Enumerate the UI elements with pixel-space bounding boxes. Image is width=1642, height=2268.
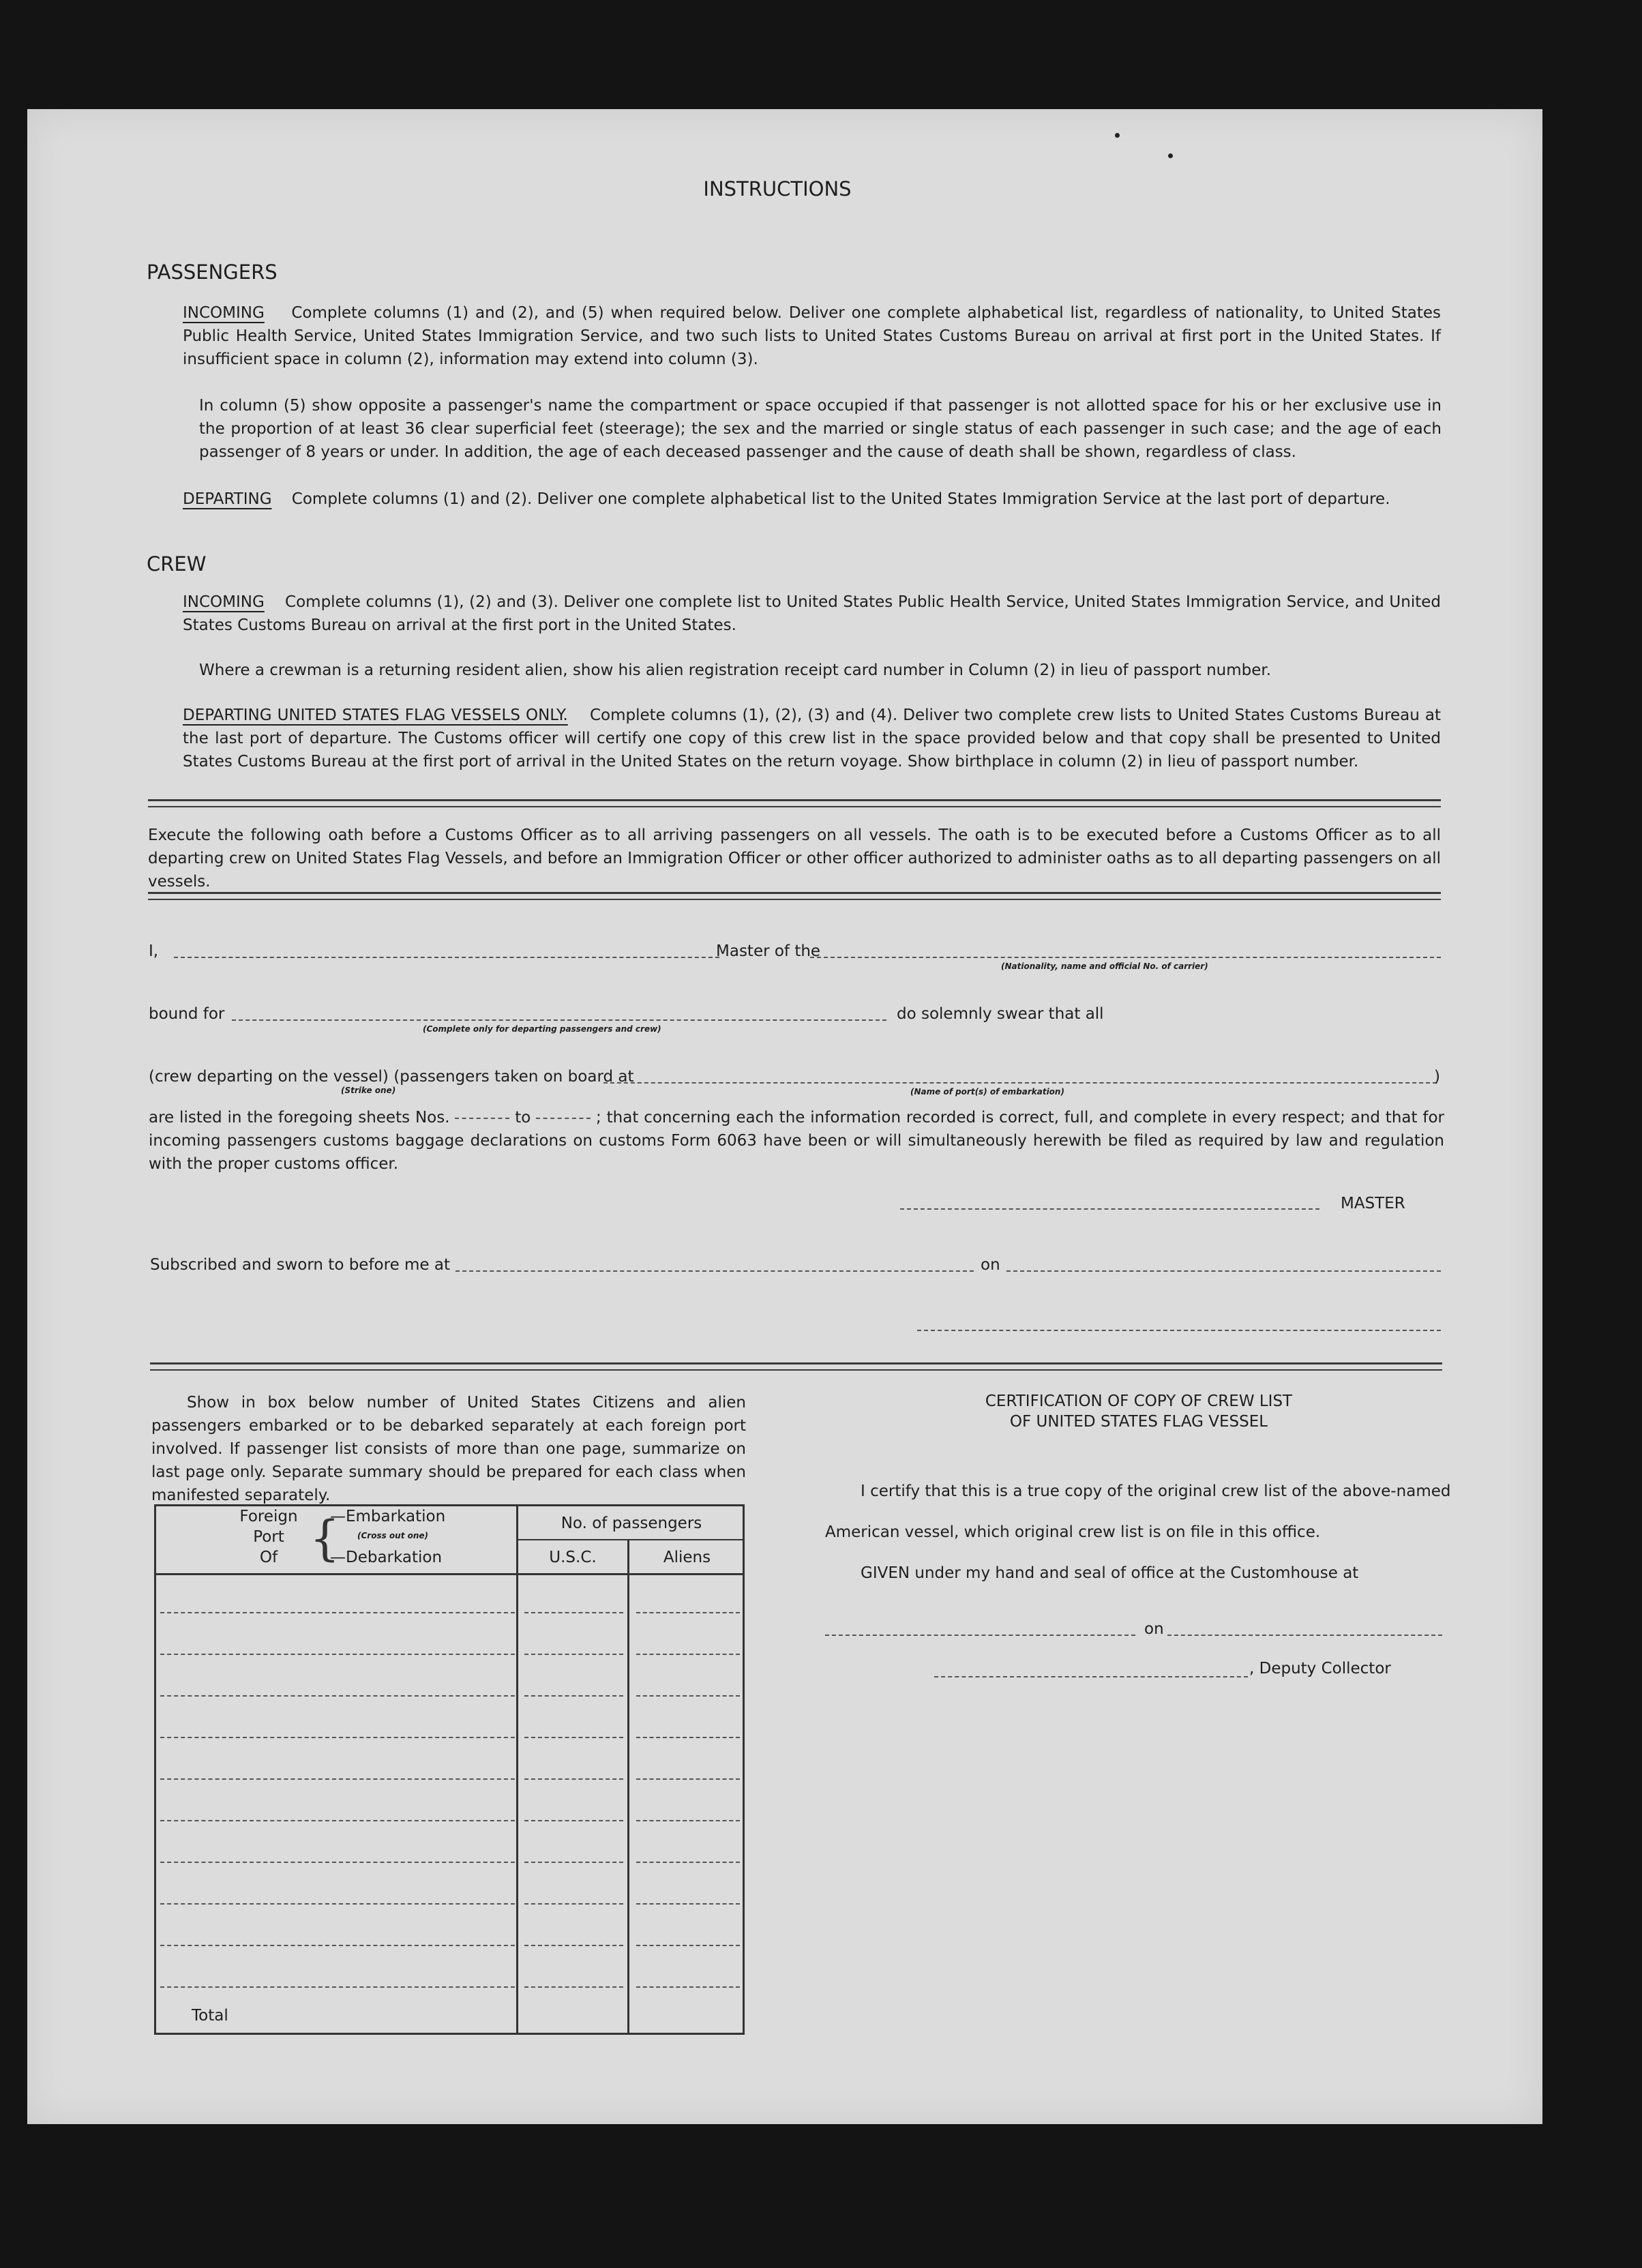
- table-row-entry-line[interactable]: [636, 1612, 740, 1613]
- certification-date-field[interactable]: [1167, 1635, 1442, 1636]
- table-row-entry-line[interactable]: [636, 1778, 740, 1780]
- foreign-label: Foreign: [239, 1508, 298, 1525]
- divider: [148, 892, 1441, 900]
- certification-line-3: GIVEN under my hand and seal of office at the Customhouse at: [861, 1564, 1359, 1582]
- subscribed-date-field[interactable]: [1006, 1270, 1441, 1272]
- to-label: to: [515, 1109, 531, 1126]
- master-label: MASTER: [1341, 1195, 1405, 1212]
- table-row-entry-line[interactable]: [524, 1986, 623, 1988]
- officer-signature-line[interactable]: [917, 1330, 1441, 1331]
- speck: [1115, 133, 1120, 138]
- passenger-summary-table: [154, 1504, 745, 2035]
- table-row-entry-line[interactable]: [636, 1737, 740, 1738]
- solemnly-swear-label: do solemnly swear that all: [897, 1005, 1104, 1023]
- table-row-entry-line[interactable]: [524, 1862, 623, 1863]
- table-row-entry-line[interactable]: [524, 1654, 623, 1655]
- table-row-entry-line[interactable]: [160, 1612, 515, 1613]
- listed-label: are listed in the foregoing sheets Nos.: [149, 1109, 450, 1126]
- divider: [150, 1362, 1442, 1371]
- table-row-entry-line[interactable]: [160, 1945, 515, 1946]
- divider: [148, 799, 1441, 807]
- usc-label: U.S.C.: [549, 1549, 597, 1566]
- table-row-entry-line[interactable]: [160, 1695, 515, 1697]
- table-row-entry-line[interactable]: [524, 1695, 623, 1697]
- table-row-entry-line[interactable]: [636, 1695, 740, 1697]
- passengers-incoming-paragraph: [183, 301, 1441, 371]
- certification-line-2: American vessel, which original crew list is on file in this office.: [825, 1523, 1321, 1541]
- certification-on-label: on: [1144, 1620, 1164, 1638]
- header-divider: [516, 1539, 745, 1540]
- port-of-embarkation-field[interactable]: [603, 1082, 1437, 1084]
- page-title: INSTRUCTIONS: [703, 177, 852, 200]
- table-row-entry-line[interactable]: [160, 1986, 515, 1988]
- debarkation-label: —Debarkation: [330, 1549, 443, 1566]
- certification-title-line-2: OF UNITED STATES FLAG VESSEL: [1009, 1413, 1268, 1431]
- passengers-incoming-paragraph-2: In column (5) show opposite a passenger's name the compartment or space occupied if that passenger is not allotted space for his or her exclusive use in the proportion of at least 36 clear superficial feet (steerage); the sex and the married or single status of each passenger in such case; and the age of each passenger of 8 years or under. In addition, the age of each deceased passenger and the cause of death shall be shown, regardless of class.: [199, 397, 1442, 461]
- table-row-entry-line[interactable]: [524, 1903, 623, 1905]
- subscribed-label: Subscribed and sworn to before me at: [150, 1256, 451, 1274]
- crew-departing-paragraph: [183, 704, 1441, 773]
- passengers-incoming-label: INCOMING: [183, 304, 265, 322]
- master-name-field[interactable]: [174, 957, 719, 958]
- table-row-entry-line[interactable]: [160, 1862, 515, 1863]
- column-divider: [516, 1506, 518, 2033]
- total-label: Total: [192, 2007, 228, 2025]
- departing-note: (Complete only for departing passengers and crew): [423, 1024, 661, 1034]
- table-row-entry-line[interactable]: [524, 1945, 623, 1946]
- bound-for-field[interactable]: [232, 1019, 886, 1021]
- brace-icon: {: [310, 1510, 340, 1566]
- listed-rest-b: passengers customs baggage declarations on customs Form 6063 have been or will simultaneously herewith be filed as required by law and regulation with the proper customs officer.: [149, 1132, 1444, 1173]
- master-signature-line[interactable]: [900, 1208, 1319, 1210]
- no-of-passengers-label: No. of passengers: [561, 1515, 702, 1532]
- sheet-from-field[interactable]: [455, 1118, 509, 1119]
- crew-incoming-paragraph-2: Where a crewman is a returning resident alien, show his alien registration receipt card number in Column (2) in lieu of passport number.: [199, 661, 1272, 679]
- sheet-to-field[interactable]: [536, 1118, 591, 1119]
- crew-incoming-label: INCOMING: [183, 593, 265, 611]
- header-divider: [156, 1573, 745, 1575]
- aliens-label: Aliens: [663, 1549, 711, 1566]
- crew-departing-label: DEPARTING UNITED STATES FLAG VESSELS ONLY.: [183, 706, 568, 724]
- master-of-the-label: Master of the: [716, 942, 821, 960]
- table-row-entry-line[interactable]: [160, 1654, 515, 1655]
- table-row-entry-line[interactable]: [636, 1903, 740, 1905]
- deputy-collector-signature-line[interactable]: [934, 1676, 1248, 1677]
- passengers-departing-paragraph: [183, 488, 1441, 511]
- crew-heading: CREW: [147, 552, 207, 576]
- bound-for-label: bound for: [149, 1005, 225, 1023]
- cross-out-note: (Cross out one): [357, 1531, 429, 1540]
- oath-paragraph: [149, 1106, 1444, 1176]
- oath-instruction: Execute the following oath before a Customs Officer as to all arriving passengers on all vessels. The oath is to be executed before a Customs Officer as to all departing crew on United States Flag Vessels, and before an Immigration Officer or other officer authorized to administer oaths as to all departing passengers on all vessels.: [148, 826, 1441, 891]
- subscribed-on-label: on: [981, 1256, 1000, 1274]
- of-label: Of: [259, 1549, 278, 1566]
- passengers-departing-label: DEPARTING: [183, 490, 272, 508]
- vessel-field[interactable]: [810, 957, 1441, 958]
- table-row-entry-line[interactable]: [636, 1945, 740, 1946]
- crew-incoming-paragraph: [183, 591, 1441, 637]
- nationality-note: (Nationality, name and official No. of carrier): [1001, 961, 1208, 971]
- summary-instructions: Show in box below number of United States Citizens and alien passengers embarked or to be debarked separately at each foreign port involved. If passenger list consists of more than one page, summarize on last page only. Separate summary should be prepared for each class when manifested separately.: [151, 1394, 746, 1504]
- column-divider: [627, 1539, 629, 2035]
- subscribed-place-field[interactable]: [456, 1270, 974, 1272]
- crew-departing-text: Complete columns (1), (2), (3) and (4). Deliver two complete crew lists to United States Customs Bureau at the last port of departure. The Customs officer will certify one copy of this crew list in the space provided below and that copy shall be presented to United States Customs Bureau at the first port of arrival in the United States on the return voyage. Show birthplace in column (2) in lieu of passport number.: [183, 706, 1442, 771]
- table-row-entry-line[interactable]: [160, 1778, 515, 1780]
- deputy-collector-label: , Deputy Collector: [1249, 1660, 1391, 1677]
- passengers-departing-text: Complete columns (1) and (2). Deliver one complete alphabetical list to the United States Immigration Service at the last port of departure.: [291, 490, 1390, 508]
- passengers-incoming-text: Complete columns (1) and (2), and (5) when required below. Deliver one complete alphabetical list, regardless of nationality, to United States Public Health Service, United States Immigration Service, and two such lists to United States Customs Bureau on arrival at first port in the United States. If insufficient space in column (2), information may extend into column (3).: [183, 304, 1441, 368]
- table-row-entry-line[interactable]: [160, 1903, 515, 1905]
- crew-departing-label-oath: (crew departing on the vessel) (passengers taken on board at: [149, 1068, 634, 1086]
- table-row-entry-line[interactable]: [636, 1654, 740, 1655]
- crew-incoming-text: Complete columns (1), (2) and (3). Deliver one complete list to United States Public Health Service, United States Immigration Service, and United States Customs Bureau on arrival at the first port in the United States.: [183, 593, 1441, 634]
- table-row-entry-line[interactable]: [160, 1737, 515, 1738]
- certification-title-line-1: CERTIFICATION OF COPY OF CREW LIST: [985, 1392, 1293, 1410]
- table-row-entry-line[interactable]: [636, 1862, 740, 1863]
- table-row-entry-line[interactable]: [636, 1986, 740, 1988]
- strike-one-note: (Strike one): [341, 1086, 396, 1095]
- close-paren: ): [1434, 1068, 1440, 1086]
- table-row-entry-line[interactable]: [160, 1820, 515, 1821]
- passengers-heading: PASSENGERS: [147, 260, 278, 284]
- table-row-entry-line[interactable]: [524, 1820, 623, 1821]
- ports-note: (Name of port(s) of embarkation): [910, 1087, 1064, 1096]
- customhouse-field[interactable]: [825, 1635, 1135, 1636]
- table-row-entry-line[interactable]: [524, 1737, 623, 1738]
- oath-i-label: I,: [149, 942, 159, 960]
- form-sheet: [27, 109, 1542, 2124]
- certification-line-1: I certify that this is a true copy of the original crew list of the above-named: [861, 1482, 1451, 1500]
- table-row-entry-line[interactable]: [524, 1778, 623, 1780]
- port-label: Port: [253, 1528, 284, 1546]
- table-row-entry-line[interactable]: [524, 1612, 623, 1613]
- speck: [1168, 153, 1173, 158]
- table-row-entry-line[interactable]: [636, 1820, 740, 1821]
- embarkation-label: —Embarkation: [330, 1508, 446, 1525]
- listed-rest-a: ; that concerning each the information recorded is correct, full, and complete in every respect; and that for incoming: [149, 1109, 1444, 1150]
